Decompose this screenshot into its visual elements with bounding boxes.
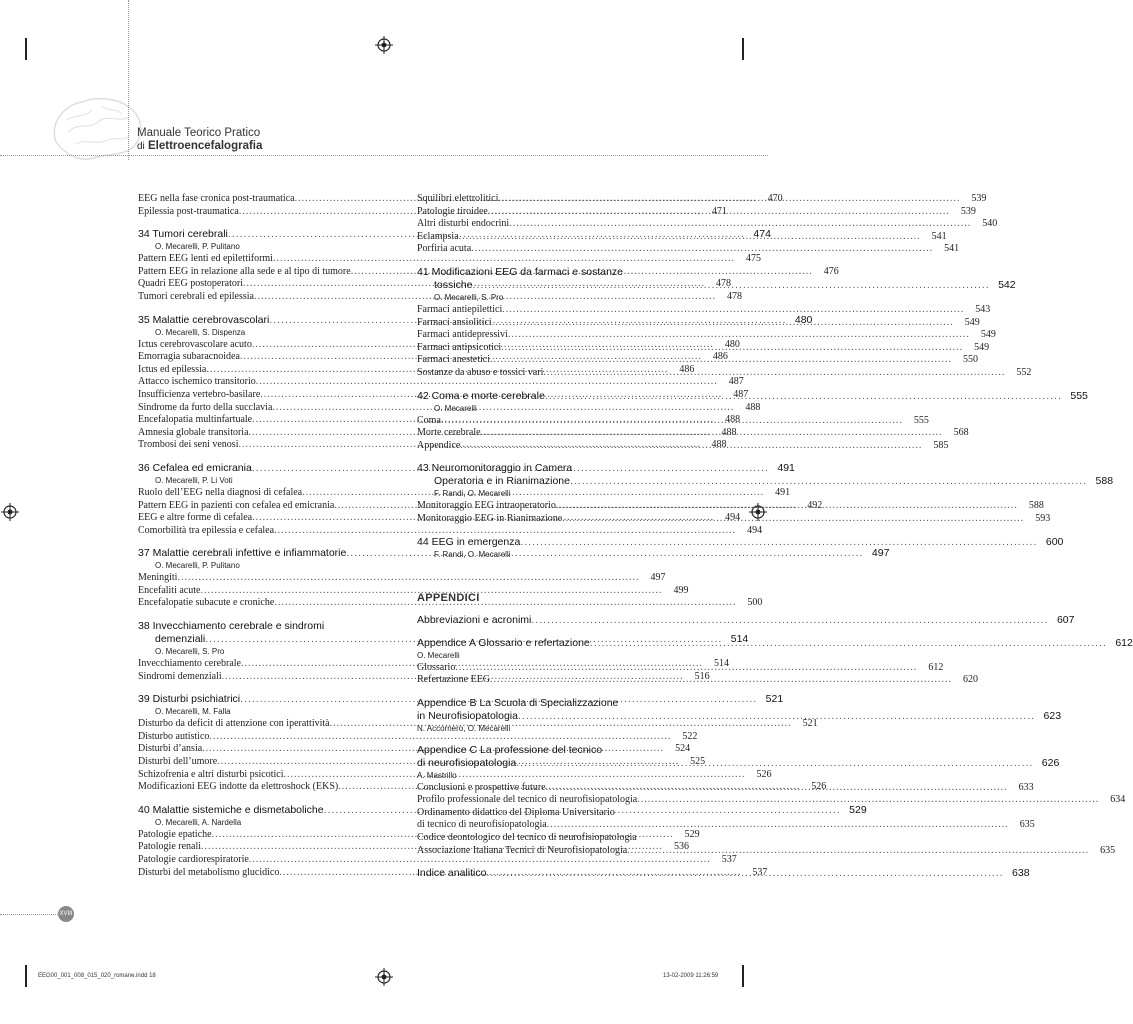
chapter-entry bbox=[417, 709, 1062, 723]
page-number: 488 bbox=[721, 426, 737, 438]
page-number: 585 bbox=[933, 439, 949, 451]
entry-title: Eclampsia bbox=[417, 230, 459, 242]
chapter-authors: O. Mecarelli, P. Pulitano bbox=[155, 561, 240, 571]
page-number: 516 bbox=[694, 670, 710, 682]
page-number: 638 bbox=[1012, 867, 1030, 880]
entry-title: 37 Malattie cerebrali infettive e infiammatorie bbox=[138, 547, 347, 560]
page-number: 600 bbox=[1045, 535, 1064, 548]
entry-title: Farmaci antipsicotici bbox=[417, 341, 502, 353]
page-number: 480 bbox=[794, 313, 813, 326]
entry-title: Patologie epatiche bbox=[138, 828, 212, 840]
page-number: 612 bbox=[1115, 636, 1133, 649]
slug-file: EEG00_001_008_015_020_romane.indd 18 bbox=[38, 973, 156, 979]
header-vertical-rule bbox=[128, 0, 129, 160]
page-number: 620 bbox=[963, 674, 979, 686]
entry-title: Coma bbox=[417, 414, 441, 426]
page-number: 487 bbox=[728, 376, 744, 388]
page-number: 491 bbox=[777, 461, 795, 474]
page-number: 497 bbox=[650, 572, 666, 584]
page-number: 549 bbox=[964, 316, 980, 328]
page-number: 526 bbox=[756, 768, 772, 780]
page-number: 634 bbox=[1110, 794, 1126, 806]
page-number: 497 bbox=[871, 547, 890, 560]
toc-entry bbox=[417, 218, 998, 231]
entry-title: Meningiti bbox=[138, 572, 178, 584]
dot-leader bbox=[516, 757, 1033, 770]
dot-leader bbox=[498, 193, 960, 206]
dot-leader bbox=[509, 218, 971, 231]
page-number: 541 bbox=[944, 243, 960, 255]
dot-leader bbox=[508, 329, 970, 342]
crop-mark bbox=[742, 38, 744, 60]
toc-entry bbox=[138, 854, 737, 867]
page-number: 593 bbox=[1035, 512, 1051, 524]
section-heading: APPENDICI bbox=[417, 591, 480, 604]
entry-title: Quadri EEG postoperatori bbox=[138, 278, 243, 290]
toc-entry bbox=[417, 303, 991, 317]
chapter-authors: A. Mastrillo bbox=[417, 770, 457, 780]
page-number: 514 bbox=[730, 633, 749, 646]
entry-title: 35 Malattie cerebrovascolari bbox=[138, 313, 270, 326]
slug-date: 13-02-2009 11:26:59 bbox=[663, 973, 719, 979]
entry-title: Ictus ed epilessia bbox=[138, 363, 207, 375]
entry-title: 40 Malattie sistemiche e dismetaboliche bbox=[138, 803, 324, 816]
entry-title: demenziali bbox=[155, 633, 206, 646]
crop-mark bbox=[25, 38, 27, 60]
chapter-title-line: 41 Modificazioni EEG da farmaci e sostanze bbox=[417, 265, 624, 278]
page-number: 540 bbox=[982, 218, 998, 230]
entry-title: Ruolo dell’EEG nella diagnosi di cefalea bbox=[138, 486, 303, 498]
page-number: 526 bbox=[811, 781, 827, 793]
chapter-authors: O. Mecarelli, S. Pro bbox=[434, 292, 504, 302]
page-number: 480 bbox=[724, 338, 740, 350]
chapter-authors: O. Mecarelli, P. Pulitano bbox=[155, 242, 240, 252]
page-number: 635 bbox=[1019, 819, 1035, 831]
toc-entry-line bbox=[417, 807, 673, 820]
entry-title: Disturbo da deficit di attenzione con iperattività bbox=[138, 718, 330, 730]
page-number: 491 bbox=[775, 486, 791, 498]
entry-title: Indice analitico bbox=[417, 867, 487, 880]
entry-title: Schizofrenia e altri disturbi psicotici bbox=[138, 768, 284, 780]
dot-leader bbox=[459, 231, 921, 244]
registration-mark-icon bbox=[1, 503, 19, 521]
page-number: 470 bbox=[767, 193, 783, 204]
chapter-heading bbox=[417, 535, 1064, 549]
entry-title: 39 Disturbi psichiatrici bbox=[138, 693, 241, 706]
entry-title: EEG e altre forme di cefalea bbox=[138, 512, 253, 524]
dot-leader bbox=[460, 440, 922, 453]
toc-entry bbox=[417, 794, 1126, 807]
entry-title: in Neurofisiopatologia bbox=[417, 709, 518, 722]
page-number: 549 bbox=[980, 329, 996, 341]
entry-title: Disturbi dell’umore bbox=[138, 756, 218, 768]
entry-title: Glossario bbox=[417, 661, 456, 673]
page-number: 612 bbox=[928, 661, 944, 673]
chapter-authors: O. Mecarelli, M. Falla bbox=[155, 707, 231, 717]
entry-title: Associazione Italiana Tecnici di Neurofisiopatologia bbox=[417, 844, 628, 856]
entry-title: Pattern EEG lenti ed epilettiformi bbox=[138, 253, 273, 265]
header-subtitle: Elettroencefalografia bbox=[148, 140, 263, 152]
dot-leader bbox=[455, 662, 917, 675]
dot-leader bbox=[441, 415, 903, 428]
entry-title: Farmaci ansiolitici bbox=[417, 316, 492, 328]
dot-leader bbox=[543, 367, 1005, 380]
chapter-entry bbox=[417, 613, 1075, 627]
chapter-authors: O. Mecarelli bbox=[417, 650, 460, 660]
entry-title: Disturbo autistico bbox=[138, 730, 210, 742]
entry-title: Ordinamento didattico del Diploma Universitario bbox=[417, 806, 615, 818]
dot-leader bbox=[545, 390, 1062, 403]
dot-leader bbox=[488, 206, 950, 219]
page-number: 500 bbox=[747, 597, 763, 609]
chapter-authors: F. Randi, O. Mecarelli bbox=[434, 549, 511, 559]
page-number: 529 bbox=[849, 803, 867, 816]
page-number: 524 bbox=[675, 743, 691, 755]
entry-title: Farmaci antidepressivi bbox=[417, 329, 508, 341]
toc-entry bbox=[138, 524, 763, 538]
chapter-authors: O. Mecarelli, A. Nardella bbox=[155, 817, 242, 827]
entry-title: Encefaliti acute bbox=[138, 584, 201, 596]
dot-leader bbox=[562, 513, 1024, 526]
entry-title: Squilibri elettrolitici bbox=[417, 193, 499, 204]
page-number: 521 bbox=[802, 718, 818, 730]
page-number: 635 bbox=[1100, 844, 1116, 856]
page-number: 537 bbox=[721, 854, 737, 865]
page-number: 588 bbox=[1028, 500, 1044, 512]
chapter-title-line: 38 Invecchiamento cerebrale e sindromi bbox=[138, 620, 325, 633]
entry-title: Porfiria acuta bbox=[417, 243, 472, 255]
chapter-authors: O. Mecarelli, S. Pro bbox=[155, 647, 225, 657]
page-number: 537 bbox=[752, 866, 768, 878]
crop-mark bbox=[25, 965, 27, 987]
chapter-title-line: Appendice B La Scuola di Specializzazione bbox=[417, 696, 619, 709]
dot-leader bbox=[473, 279, 990, 292]
registration-mark-icon bbox=[375, 36, 393, 54]
page-number: 623 bbox=[1043, 709, 1062, 722]
page-number: 514 bbox=[714, 658, 729, 670]
entry-title: Modificazioni EEG indotte da elettroshock (EKS) bbox=[138, 781, 339, 793]
page-number: 488 bbox=[711, 439, 727, 451]
page-number: 543 bbox=[975, 303, 991, 315]
page-number: 486 bbox=[679, 363, 695, 375]
dot-leader bbox=[531, 614, 1048, 627]
toc-entry bbox=[138, 572, 666, 585]
entry-title: Encefalopatie subacute e croniche bbox=[138, 597, 275, 609]
entry-title: Disturbi del metabolismo glucidico bbox=[138, 866, 280, 878]
dot-leader bbox=[570, 475, 1087, 488]
page-number: 499 bbox=[673, 584, 689, 596]
page-number: 522 bbox=[682, 730, 698, 742]
entry-title: Patologie cardiorespiratorie bbox=[138, 854, 249, 865]
entry-title: Monitoraggio EEG in Rianimazione bbox=[417, 512, 563, 524]
dot-leader bbox=[492, 317, 954, 330]
entry-title: Patologie tiroidee bbox=[417, 205, 488, 217]
toc-entry bbox=[138, 376, 744, 389]
header-rule bbox=[0, 155, 768, 156]
entry-title: Tumori cerebrali ed epilessia bbox=[138, 290, 254, 302]
chapter-title-line: 43 Neuromonitoraggio in Camera bbox=[417, 462, 573, 475]
entry-title: Altri disturbi endocrini bbox=[417, 218, 510, 230]
dot-leader bbox=[471, 243, 933, 256]
dot-leader bbox=[501, 342, 963, 355]
chapter-authors: O. Mecarelli, S. Dispenza bbox=[155, 327, 246, 337]
dot-leader bbox=[590, 637, 1107, 650]
entry-title: Ictus cerebrovascolare acuto bbox=[138, 338, 252, 350]
entry-title: Sindromi demenziali bbox=[138, 670, 222, 682]
page-number: 494 bbox=[725, 512, 741, 524]
entry-title: Emorragia subaracnoidea bbox=[138, 351, 240, 363]
entry-title: Disturbi d’ansia bbox=[138, 743, 203, 755]
entry-title: Invecchiamento cerebrale bbox=[138, 658, 241, 670]
toc-entry bbox=[138, 730, 698, 744]
entry-title: Encefalopatia multinfartuale bbox=[138, 414, 253, 426]
page-number: 494 bbox=[747, 524, 763, 536]
entry-title: di tecnico di neurofisiopatologia bbox=[417, 819, 547, 831]
dot-leader bbox=[637, 794, 1099, 807]
entry-title: Sindrome da furto della succlavia bbox=[138, 401, 273, 413]
toc-entry bbox=[417, 243, 960, 256]
chapter-authors: F. Randi, O. Mecarelli bbox=[434, 489, 511, 499]
page-number: 478 bbox=[727, 290, 742, 302]
entry-title: di neurofisiopatologia bbox=[417, 756, 517, 769]
page-number: 488 bbox=[725, 414, 741, 426]
entry-title: Conclusioni e prospettive future bbox=[417, 781, 546, 793]
brain-logo-icon bbox=[48, 92, 148, 164]
toc-entry bbox=[417, 819, 1035, 832]
entry-title: EEG nella fase cronica post-traumatica bbox=[138, 193, 295, 204]
entry-title: 36 Cefalea ed emicrania bbox=[138, 461, 252, 474]
entry-title: Pattern EEG in pazienti con cefalea ed emicrania bbox=[138, 499, 335, 511]
registration-mark-icon bbox=[375, 968, 393, 986]
footer-rule bbox=[0, 914, 60, 915]
page-number: 588 bbox=[1095, 475, 1114, 488]
page-number: 474 bbox=[753, 228, 771, 241]
header-prefix: di bbox=[137, 141, 145, 152]
page-number: 521 bbox=[765, 693, 784, 706]
entry-title: Abbreviazioni e acronimi bbox=[417, 613, 532, 626]
chapter-entry bbox=[417, 475, 1114, 488]
page-number: 568 bbox=[953, 427, 969, 439]
page-number: 552 bbox=[1016, 366, 1032, 378]
page-number: 555 bbox=[1070, 389, 1088, 402]
entry-title: Farmaci antiepilettici bbox=[417, 303, 503, 315]
entry-title: Patologie renali bbox=[138, 841, 202, 853]
entry-title: Profilo professionale del tecnico di neurofisiopatologia bbox=[417, 794, 638, 806]
entry-title: tossiche bbox=[434, 278, 473, 291]
page-number: 475 bbox=[745, 253, 761, 265]
entry-title: Comorbilità tra epilessia e cefalea bbox=[138, 524, 275, 536]
entry-title: Insufficienza vertebro-basilare bbox=[138, 388, 261, 400]
entry-title: Operatoria e in Rianimazione bbox=[434, 475, 570, 488]
entry-title: 42 Coma e morte cerebrale bbox=[417, 389, 545, 402]
dot-leader bbox=[481, 427, 943, 440]
page-number: 486 bbox=[712, 351, 728, 363]
chapter-authors: O. Mecarelli bbox=[434, 403, 477, 413]
page-number: 541 bbox=[931, 230, 947, 242]
chapter-heading bbox=[417, 613, 1075, 627]
dot-leader bbox=[547, 819, 1009, 832]
dot-leader bbox=[627, 845, 1089, 858]
dot-leader bbox=[490, 674, 952, 687]
page-number: 478 bbox=[715, 278, 731, 290]
entry-title: Refertazione EEG bbox=[417, 674, 491, 686]
chapter-title-line: Appendice C La professione del tecnico bbox=[417, 743, 603, 756]
dot-leader bbox=[556, 500, 1018, 513]
toc-entry bbox=[138, 253, 761, 266]
entry-title: Codice deontologico del tecnico di neurofisiopatologia bbox=[417, 832, 637, 844]
page-number: 492 bbox=[807, 499, 823, 511]
entry-title: Appendice bbox=[417, 439, 461, 451]
page-number: 471 bbox=[711, 205, 727, 217]
entry-title: Pattern EEG in relazione alla sede e al tipo di tumore bbox=[138, 265, 351, 277]
page-number: 549 bbox=[974, 341, 990, 353]
dot-leader bbox=[518, 710, 1035, 723]
chapter-entry bbox=[417, 535, 1064, 549]
page-number: 529 bbox=[684, 828, 700, 840]
chapter-authors: N. Accornero, O. Mecarelli bbox=[417, 723, 511, 733]
page-number: 633 bbox=[1018, 781, 1034, 793]
dot-leader bbox=[490, 354, 952, 367]
page-number: 626 bbox=[1041, 756, 1060, 769]
folio-badge: XVIII bbox=[58, 906, 74, 922]
page-number: 476 bbox=[823, 265, 839, 277]
page-number: 607 bbox=[1056, 613, 1075, 626]
dot-leader bbox=[502, 304, 964, 317]
page-number: 488 bbox=[745, 401, 761, 413]
page-number: 539 bbox=[971, 193, 987, 204]
page-number: 525 bbox=[690, 756, 706, 768]
dot-leader bbox=[546, 782, 1008, 795]
page-number: 536 bbox=[674, 841, 690, 853]
header-title: Manuale Teorico Pratico bbox=[137, 127, 261, 139]
page-number: 487 bbox=[733, 388, 749, 400]
entry-title: Epilessia post-traumatica bbox=[138, 205, 239, 217]
page-number: 555 bbox=[913, 414, 929, 426]
entry-title: Morte cerebrale bbox=[417, 427, 481, 439]
running-header bbox=[137, 127, 262, 153]
toc-entry-line bbox=[417, 832, 673, 845]
entry-title: Trombosi dei seni venosi bbox=[138, 439, 239, 451]
entry-title: Amnesia globale transitoria bbox=[138, 426, 249, 438]
entry-title: Attacco ischemico transitorio bbox=[138, 376, 256, 388]
entry-title: Monitoraggio EEG intraoperatorio bbox=[417, 500, 556, 512]
crop-mark bbox=[742, 965, 744, 987]
dot-leader bbox=[520, 536, 1037, 549]
entry-title: Farmaci anestetici bbox=[417, 354, 491, 366]
dot-leader bbox=[486, 867, 1003, 880]
entry-title: Sostanze da abuso e tossici vari bbox=[417, 366, 544, 378]
chapter-authors: O. Mecarelli, P. Li Voti bbox=[155, 475, 233, 485]
toc-entry bbox=[417, 329, 996, 342]
page-number: 539 bbox=[960, 205, 976, 217]
entry-title: 44 EEG in emergenza bbox=[417, 535, 521, 548]
entry-title: 34 Tumori cerebrali bbox=[138, 228, 228, 241]
page-number: 550 bbox=[963, 354, 979, 366]
entry-title: Appendice A Glossario e refertazione bbox=[417, 636, 590, 649]
page-number: 542 bbox=[998, 278, 1016, 291]
